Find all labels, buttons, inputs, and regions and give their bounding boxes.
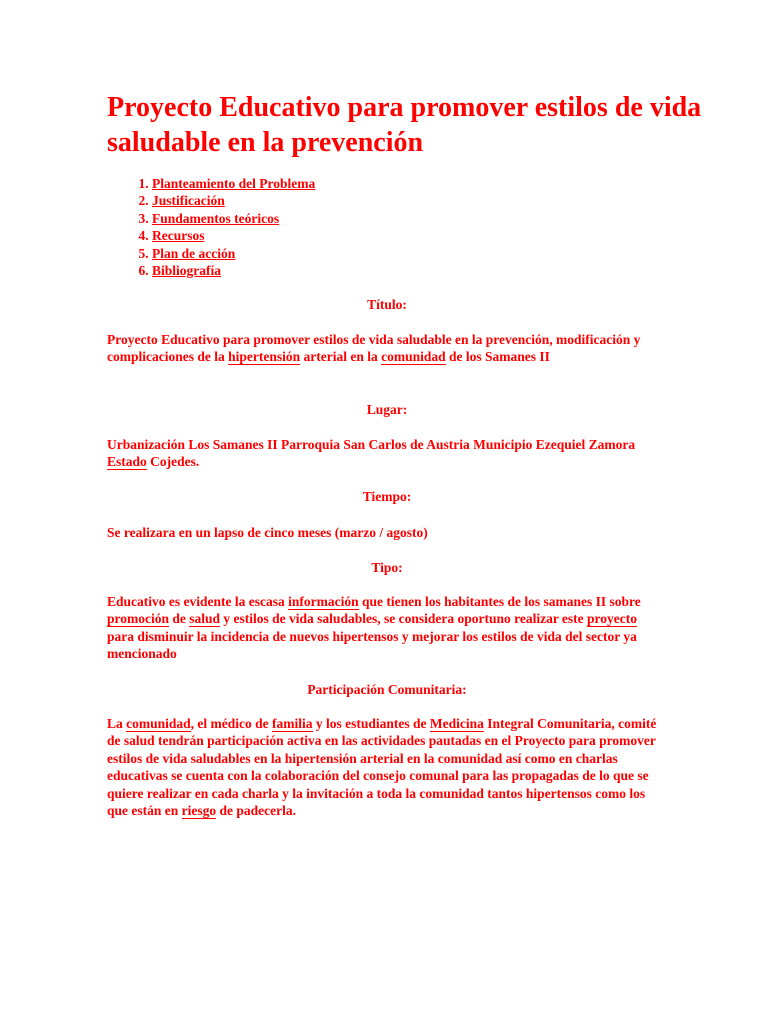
- text-span: y estilos de vida saludables, se considera oportuno realizar este: [220, 611, 588, 627]
- toc-link-fundamentos[interactable]: Fundamentos teóricos: [152, 210, 280, 226]
- link-informacion[interactable]: información: [288, 594, 359, 609]
- text-span: arterial en la: [300, 349, 382, 365]
- toc-link-recursos[interactable]: Recursos: [152, 228, 205, 244]
- toc-link-bibliografia[interactable]: Bibliografía: [152, 263, 222, 279]
- paragraph-lugar: [107, 436, 663, 471]
- link-estado[interactable]: Estado: [107, 454, 147, 470]
- link-medicina[interactable]: Medicina: [429, 716, 484, 731]
- section-heading-tipo: Tipo:: [371, 560, 403, 575]
- text-span: Integral Comunitaria, comité de salud tendrán participación activa en las actividades pautadas en el Proyecto para promover estilos de vida saludables en la hipertensión arterial en la comunidad así como en charlas educativas se cuenta con la colaboración del consejo comunal para las propagadas de lo que se quiere realizar en cada charla y la invitación a toda la comunidad tantos hipertensos como los que están en: [107, 716, 657, 819]
- paragraph-tipo: [107, 593, 663, 663]
- toc-item: [152, 192, 315, 209]
- link-proyecto[interactable]: proyecto: [587, 611, 638, 627]
- link-riesgo[interactable]: riesgo: [181, 803, 217, 819]
- text-span: Urbanización Los Samanes II Parroquia San Carlos de Austria Municipio Ezequiel Zamora: [107, 437, 636, 452]
- toc-item: [152, 245, 315, 262]
- link-comunidad[interactable]: comunidad: [381, 349, 446, 365]
- text-span: , el médico de: [190, 716, 273, 731]
- section-heading-lugar: Lugar:: [366, 402, 408, 417]
- toc-item: [152, 175, 315, 192]
- toc-item: [152, 210, 315, 227]
- toc-link-justificacion[interactable]: Justificación: [152, 193, 225, 209]
- text-span: Cojedes.: [146, 454, 200, 470]
- link-familia[interactable]: familia: [272, 716, 313, 731]
- text-span: de padecerla.: [216, 803, 297, 819]
- link-promocion[interactable]: promoción: [107, 611, 170, 627]
- text-span: Proyecto Educativo para promover estilos de vida saludable en la prevención, modificación y complicaciones de la: [107, 332, 641, 365]
- text-span: que tienen los habitantes de los samanes II sobre: [358, 594, 641, 609]
- document-title: Proyecto Educativo para promover estilos de vida saludable en la prevención: [107, 92, 702, 158]
- section-heading-titulo: Título:: [367, 297, 407, 312]
- text-span: y los estudiantes de: [312, 716, 430, 731]
- toc-link-planteamiento[interactable]: Planteamiento del Problema: [152, 176, 316, 191]
- paragraph-titulo: [107, 331, 663, 366]
- text-span: de: [169, 611, 190, 627]
- toc-item: [152, 227, 315, 244]
- link-comunidad-2[interactable]: comunidad: [126, 716, 191, 731]
- paragraph-participacion: [107, 715, 663, 819]
- toc-item: [152, 262, 315, 279]
- toc-link-plan-de-accion[interactable]: Plan de acción: [152, 245, 236, 261]
- text-span: de los Samanes II: [445, 349, 550, 365]
- paragraph-tiempo: Se realizara en un lapso de cinco meses (marzo / agosto): [107, 525, 428, 540]
- text-span: La: [107, 716, 127, 731]
- link-hipertension[interactable]: hipertensión: [228, 349, 301, 365]
- section-heading-participacion: Participación Comunitaria:: [307, 682, 467, 697]
- text-span: Educativo es evidente la escasa: [107, 594, 289, 609]
- text-span: para disminuir la incidencia de nuevos hipertensos y mejorar los estilos de vida del sector ya mencionado: [107, 628, 637, 662]
- table-of-contents: [128, 175, 315, 279]
- link-salud[interactable]: salud: [189, 611, 221, 627]
- section-heading-tiempo: Tiempo:: [362, 489, 412, 504]
